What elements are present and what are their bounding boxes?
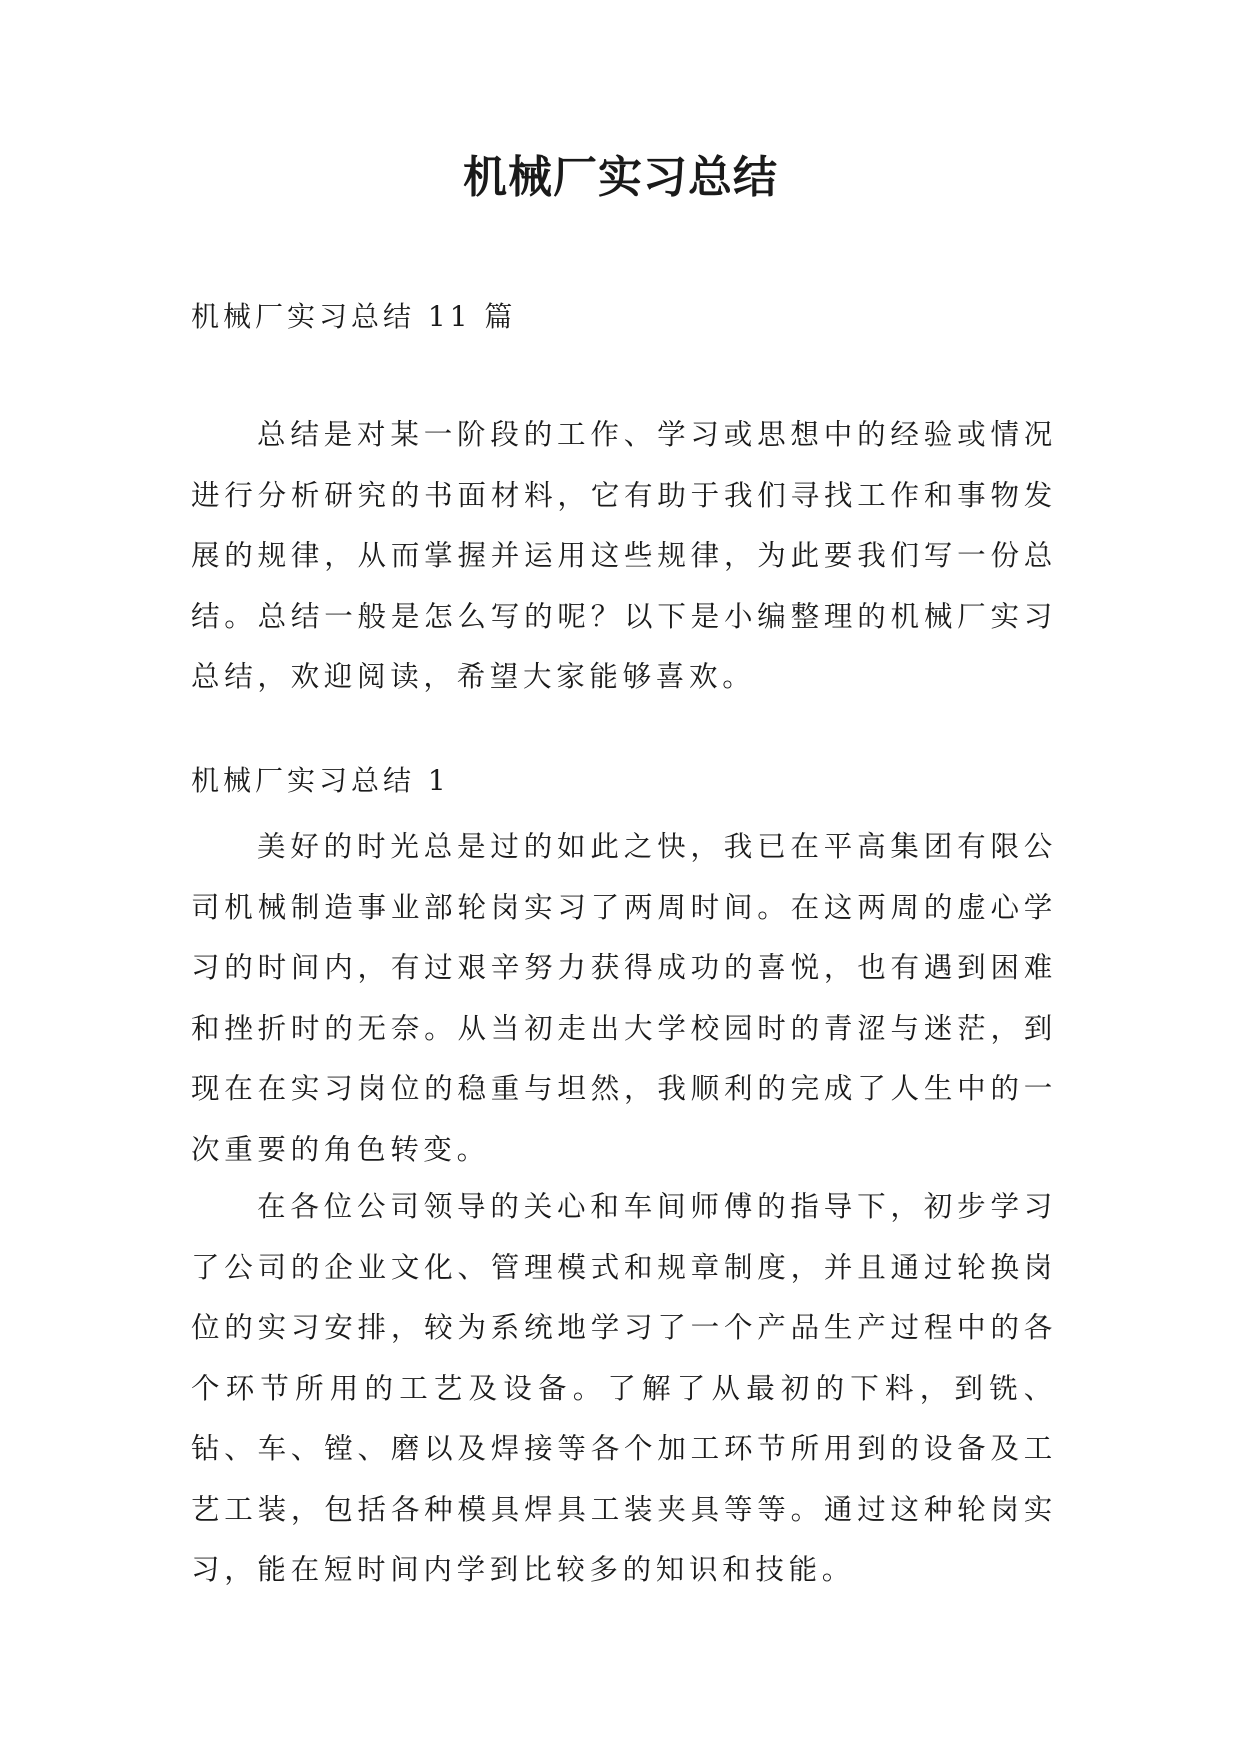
section-heading: 机械厂实习总结 1 (191, 764, 450, 797)
intro-paragraph: 总结是对某一阶段的工作、学习或思想中的经验或情况进行分析研究的书面材料，它有助于我们寻找工作和事物发展的规律，从而掌握并运用这些规律，为此要我们写一份总结。总结一般是怎么写的呢？以下是小编整理的机械厂实习总结，欢迎阅读，希望大家能够喜欢。 (191, 418, 1057, 693)
section-paragraph: 在各位公司领导的关心和车间师傅的指导下，初步学习了公司的企业文化、管理模式和规章制度，并且通过轮换岗位的实习安排，较为系统地学习了一个产品生产过程中的各个环节所用的工艺及设备。了解了从最初的下料，到铣、钻、车、镗、磨以及焊接等各个加工环节所用到的设备及工艺工装，包括各种模具焊具工装夹具等等。通过这种轮岗实习，能在短时间内学到比较多的知识和技能。 (191, 1190, 1057, 1586)
document-subtitle: 机械厂实习总结 11 篇 (191, 300, 517, 333)
section-paragraph: 美好的时光总是过的如此之快，我已在平高集团有限公司机械制造事业部轮岗实习了两周时间。在这两周的虚心学习的时间内，有过艰辛努力获得成功的喜悦，也有遇到困难和挫折时的无奈。从当初走出大学校园时的青涩与迷茫，到现在在实习岗位的稳重与坦然，我顺利的完成了人生中的一次重要的角色转变。 (191, 830, 1057, 1166)
document-title: 机械厂实习总结 (463, 152, 778, 203)
